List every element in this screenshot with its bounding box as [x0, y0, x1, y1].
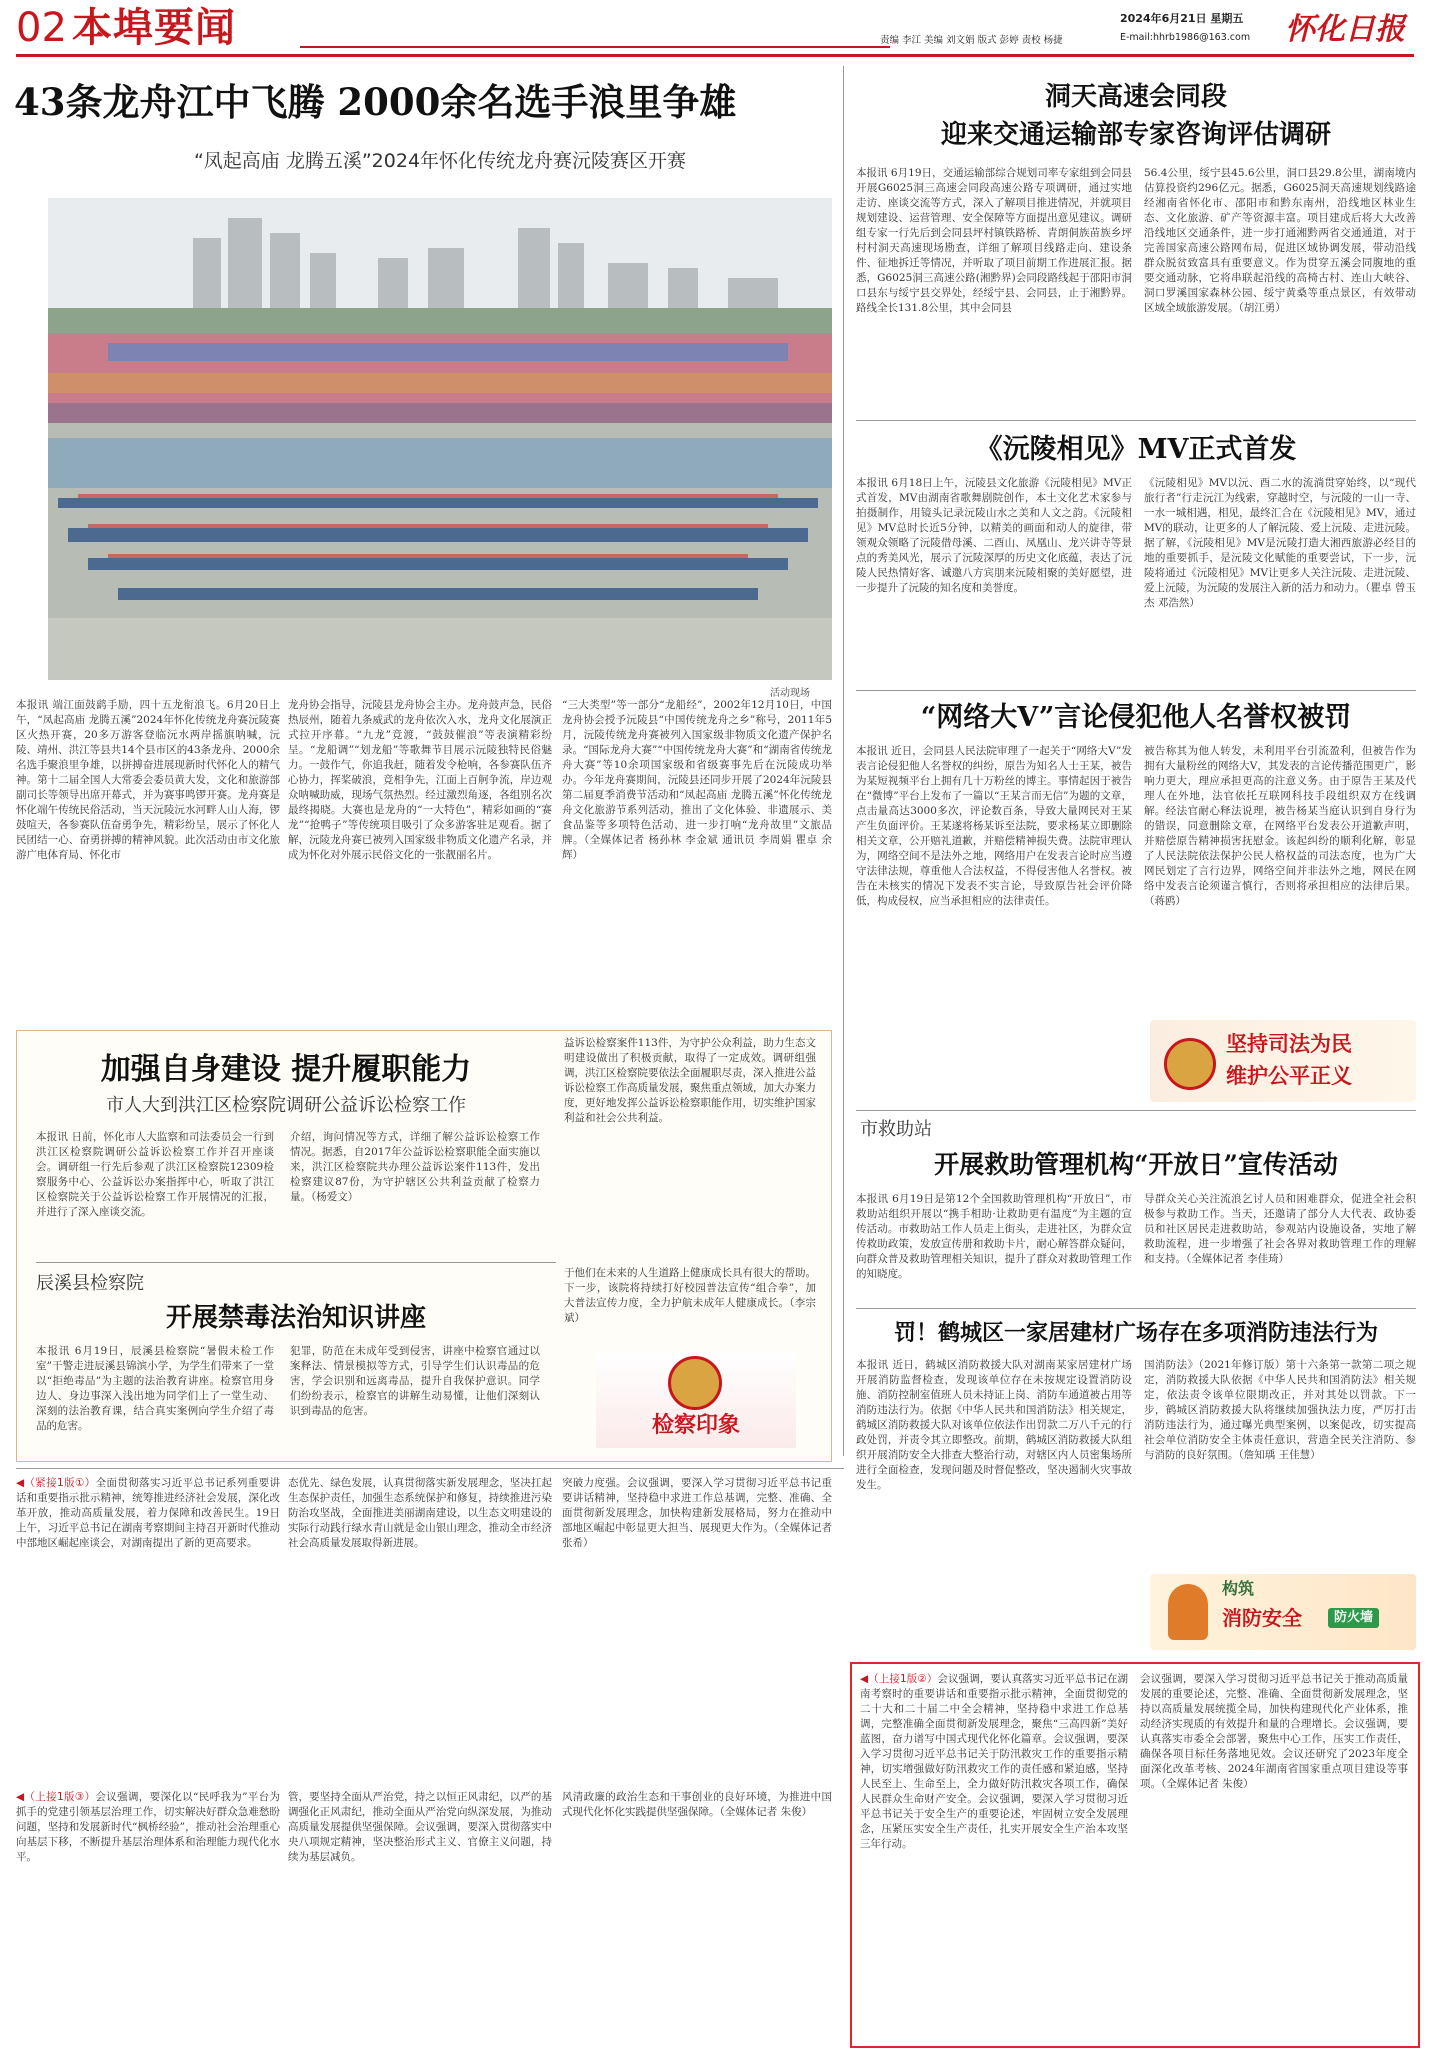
- procuratorate-body-col1: 本报讯 日前，怀化市人大监察和司法委员会一行到洪江区检察院调研公益诉讼检察工作并召开座谈会。调研组一行先后参观了洪江区检察院12309检察服务中心、公益诉讼办案指挥中心，听取了洪江区检察院关于公益诉讼检察工作开展情况的汇报，并进行了深入座谈交流。: [36, 1131, 274, 1218]
- relief-headline: 开展救助管理机构“开放日”宣传活动: [934, 1150, 1338, 1179]
- lead-subheadline: “凤起高庙 龙腾五溪”2024年怀化传统龙舟赛沅陵赛区开赛: [193, 150, 687, 172]
- fire-badge-line3: 防火墙: [1328, 1608, 1379, 1628]
- divider-court: [856, 1110, 1416, 1111]
- editors-line: 责编 李江 美编 刘文娟 版式 彭婷 责校 杨捷: [880, 35, 1063, 46]
- lead-body-col3: “三大类型”等一部分“龙船经”，2002年12月10日，中国龙舟协会授予沅陵县“中国传统龙舟之乡”称号，2011年5月，沅陵传统龙舟赛被列入国家级非物质文化遗产保护名录。“国际龙舟大赛”“中国传统龙舟大赛”和“湖南省传统龙舟大赛”等10余项国家级和省级赛事先后在沅陵成功举办。今年龙舟赛期间，沅陵县还同步开展了2024年沅陵县第二届夏季消费节活动和“凤起高庙 龙腾五溪”怀化传统龙舟文化旅游节系列活动，推出了文化体验、非遗展示、美食品鉴等多项特色活动，进一步打响“龙舟故里”文旅品牌。（全媒体记者 杨孙林 李金斌 通讯员 李周娟 瞿卓 余辉）: [562, 699, 832, 861]
- continued1-col2: 态优先、绿色发展，认真贯彻落实新发展理念，坚决扛起生态保护责任，加强生态系统保护和修复，持续推进污染防治攻坚战，全面推进美丽湖南建设，以生态文明建设的实际行动践行绿水青山就是金山银山理念，推动全市经济社会高质量发展取得新进展。: [288, 1477, 552, 1549]
- court-badge-line1: 坚持司法为民: [1226, 1031, 1352, 1056]
- divider-mv: [856, 690, 1416, 691]
- court-badge-emblem: [1164, 1038, 1216, 1090]
- fire-body-col1: 本报讯 近日，鹤城区消防救援大队对湖南某家居建材广场开展消防监督检查，发现该单位存在未按规定设置消防设施、消防控制室值班人员未持证上岗、消防车通道被占用等消防违法行为。依据《中华人民共和国消防法》相关规定，鹤城区消防救援大队对该单位依法作出罚款二万八千元的行政处罚，并责令其立即整改。前期，鹤城区消防救援大队组织开展消防安全大排查大整治行动，对辖区内人员密集场所进行全面检查，发现问题及时督促整改，坚决遏制火灾事故发生。: [856, 1359, 1132, 1491]
- relief-body-col2: 导群众关心关注流浪乞讨人员和困难群众，促进全社会积极参与救助工作。当天，还邀请了部分人大代表、政协委员和社区居民走进救助站，参观站内设施设备，实地了解救助流程，进一步增强了社会各界对救助管理工作的理解和支持。（全媒体记者 李佳琦）: [1144, 1193, 1416, 1265]
- divider-bottom: [16, 1468, 844, 1469]
- masthead-rule-full: [16, 54, 1414, 57]
- mv-body-col1: 本报讯 6月18日上午，沅陵县文化旅游《沅陵相见》MV正式首发，MV由湖南省歌舞剧院创作，本土文化艺术家参与拍摄制作，用镜头记录沅陵山水之美和人文之韵。《沅陵相见》MV总时长近5分钟，以精美的画面和动人的旋律，带领观众领略了沅陵借母溪、二酉山、凤凰山、龙兴讲寺等景点的秀美风光，展示了沅陵深厚的历史文化底蕴，表达了沅陵人民热情好客、诚邀八方宾朋来沅陵相聚的美好愿望，进一步提升了沅陵的知名度和美誉度。: [856, 477, 1132, 594]
- highway-headline-1: 洞天高速会同段: [1044, 82, 1227, 112]
- email-line: E-mail:hhrb1986@163.com: [1120, 32, 1251, 43]
- procuratorate-emblem-icon: [668, 1356, 722, 1410]
- column-divider: [843, 66, 844, 1456]
- continued2-col1: [16, 1790, 280, 2040]
- continued2-col3: 风清政廉的政治生态和干事创业的良好环境，为推进中国式现代化怀化实践提供坚强保障。（全媒体记者 朱俊）: [562, 1791, 832, 1818]
- lead-body-col1: 本报讯 端江面鼓鹞手励，四十五龙衔浪飞。6月20日上午，“凤起高庙 龙腾五溪”2024年怀化传统龙舟赛沅陵赛区火热开赛，20多万游客登临沅水两岸摇旗呐喊，沅陵、靖州、洪江等县共14个县市区的43条龙舟、2000余名选手聚浪里争雄，以拼搏奋进展现新时代怀化人的精气神。第十二届全国人大常委会委员黄大发，文化和旅游部副司长等领导出席开幕式，并为赛事鸣锣开赛。龙舟赛是怀化端午传统民俗活动，当天沅陵沅水河畔人山人海，锣鼓喧天，各参赛队伍奋勇争先，精彩纷呈，展示了怀化人民团结一心、奋勇拼搏的精神风貌。此次活动由市文化旅游广电体育局、怀化市: [16, 699, 280, 861]
- drug-column-label: 辰溪县检察院: [36, 1273, 144, 1294]
- divider-procuratorate: [36, 1262, 556, 1263]
- continued1-tag: ◀（紧接1版①）: [16, 1477, 96, 1489]
- page-number: 02: [16, 5, 67, 51]
- highway-headline-2: 迎来交通运输部专家咨询评估调研: [940, 120, 1331, 150]
- fire-badge-figure: [1168, 1584, 1208, 1640]
- drug-body-col1: 本报讯 6月19日，辰溪县检察院“暑假未检工作室”干警走进辰溪县锦滨小学，为学生们带来了一堂以“拒绝毒品”为主题的法治教育讲座。检察官用身边人、身边事深入浅出地为同学们上了一堂生动、深刻的法治教育课，结合真实案例向学生介绍了毒品的危害。: [36, 1345, 274, 1432]
- section-title: 本埠要闻: [72, 5, 236, 51]
- continued1-col1: [16, 1476, 280, 1774]
- masthead-rule: [300, 46, 890, 48]
- date-line: 2024年6月21日 星期五: [1120, 12, 1244, 25]
- highway-body-col2: 56.4公里，绥宁县45.6公里，洞口县29.8公里，湖南境内估算投资约296亿元。据悉，G6025洞天高速规划线路途经湘南省怀化市、邵阳市和黔东南州，沿线地区林业生态、文化旅游、矿产等资源丰富。项目建成后将大大改善沿线地区交通条件，进一步打通湘黔两省交通通道，对于完善国家高速公路网布局，促进区域协调发展，带动沿线群众脱贫致富具有重要意义。作为贯穿五溪会同腹地的重要交通动脉，它将串联起沿线的高椅古村、连山大峡谷、洞口罗溪国家森林公园、绥宁黄桑等重点景区，有效带动区域全域旅游发展。（胡江勇）: [1144, 167, 1416, 314]
- drug-badge-text: 检察印象: [651, 1412, 740, 1438]
- court-body-col1: 本报讯 近日，会同县人民法院审理了一起关于“网络大V”发表言论侵犯他人名誉权的纠纷，原告为知名人士王某，被告为某短视频平台上拥有几十万粉丝的博主。事情起因于被告在“微博”平台上发布了一篇以“王某言而无信”为题的文章，点击量高达3000多次，评论数百条，导致大量网民对王某产生负面评价。王某遂将杨某诉至法院，要求杨某立即删除相关文章，公开赔礼道歉，并赔偿精神损失费。法院审理认为，网络空间不是法外之地，网络用户在发表言论时应当遵守法律法规，尊重他人合法权益，不得侵害他人名誉权。被告在未核实的情况下发表不实言论，导致原告社会评价降低，构成侵权，应当承担相应的法律责任。: [856, 745, 1132, 907]
- continued3-col1: [860, 1672, 1128, 2036]
- continued3-col2: 会议强调，要深入学习贯彻习近平总书记关于推动高质量发展的重要论述，完整、准确、全面贯彻新发展理念，坚持以高质量发展统揽全局，加快构建现代化产业体系，推动经济实现质的有效提升和量的合理增长。会议强调，要认真落实市委全会部署，聚焦中心工作，压实工作责任，确保各项目标任务落地见效。会议还研究了2023年度全面深化改革考核、2024年湖南省国家重点项目建设等事项。（全媒体记者 朱俊）: [1140, 1673, 1408, 1790]
- court-headline: “网络大V”言论侵犯他人名誉权被罚: [920, 702, 1352, 733]
- lead-body-col2: 龙舟协会指导，沅陵县龙舟协会主办。龙舟鼓声急，民俗热辰州，随着九条威武的龙舟依次入水，龙舟文化展演正式拉开序幕。“九龙”竞渡，“鼓鼓催浪”等表演精彩纷呈。“龙船调”“划龙船”等歌舞节目展示沅陵独特民俗魅力。一鼓作气，你追我赶，随着发令枪响，各参赛队伍齐心协力，挥桨破浪，竞相争先，江面上百舸争流，岸边观众呐喊助威，现场气氛热烈。经过激烈角逐，各组别名次最终揭晓。大赛也是龙舟的“一大特色”，精彩如画的“赛龙”“抢鸭子”等传统项目吸引了众多游客驻足观看。据了解，沅陵龙舟赛已被列入国家级非物质文化遗产名录，并成为怀化对外展示民俗文化的一张靓丽名片。: [288, 699, 552, 861]
- continued3-col1-text: 会议强调，要认真落实习近平总书记在湖南考察时的重要讲话和重要指示批示精神，全面贯彻党的二十大和二十届二中全会精神，坚持稳中求进工作总基调，完整准确全面贯彻新发展理念，聚焦“三高四新”美好蓝图，奋力谱写中国式现代化怀化篇章。会议强调，要深入学习贯彻习近平总书记关于防汛救灾工作的重要指示精神，切实增强做好防汛救灾工作的责任感和紧迫感，坚持人民至上、生命至上，全力做好防汛救灾各项工作，确保人民群众生命财产安全。会议强调，要深入学习贯彻习近平总书记关于安全生产的重要论述，牢固树立安全发展理念，压紧压实安全生产责任，扎实开展安全生产治本攻坚三年行动。: [860, 1673, 1128, 1850]
- fire-badge: [1150, 1574, 1416, 1650]
- court-badge: [1150, 1020, 1416, 1102]
- mv-body-col2: 《沅陵相见》MV以沅、酉二水的流淌贯穿始终，以“现代旅行者”行走沅江为线索，穿越时空，与沅陵的一山一寺、一水一城相遇，相见，最终汇合在《沅陵相见》MV，通过MV的联动，让更多的人了解沅陵、爱上沅陵、走进沅陵。据了解，《沅陵相见》MV是沅陵打造大湘西旅游必经目的地的重要抓手，是沅陵文化赋能的重要尝试，下一步，沅陵将通过《沅陵相见》MV让更多人关注沅陵、走进沅陵、爱上沅陵，为沅陵的发展注入新的活力和动力。（瞿卓 曾玉杰 邓浩然）: [1144, 477, 1416, 609]
- lead-photo: [48, 198, 832, 680]
- highway-body-col1: 本报讯 6月19日，交通运输部综合规划司率专家组到会同县开展G6025洞三高速会同段高速公路专项调研，通过实地走访、座谈交流等方式，深入了解项目推进情况，并就项目规划建设、运营管理、安全保障等方面提出意见建议。调研组专家一行先后到会同县坪村镇铁路桥、青朗侗族苗族乡坪村村洞天高速现场勘查，详细了解项目线路走向、建设条件、征地拆迁等情况，并听取了项目前期工作进展汇报。据悉，G6025洞三高速公路(湘黔界)会同段路线起于邵阳市洞口县东与绥宁县交界处，经绥宁县、会同县，止于湘黔界。路线全长131.8公里，其中会同县: [856, 167, 1132, 314]
- fire-headline: 罚！鹤城区一家居建材广场存在多项消防违法行为: [893, 1320, 1378, 1346]
- fire-badge-line2: 消防安全: [1222, 1606, 1302, 1630]
- procuratorate-body-col3: 益诉讼检察案件113件，为守护公众利益，助力生态文明建设做出了积极贡献，取得了一定成效。调研组强调，洪江区检察院要依法全面履职尽责，深入推进公益诉讼检察工作高质量发展，聚焦重点领域，加大办案力度，更好地发挥公益诉讼检察职能作用，切实维护国家利益和社会公共利益。: [564, 1037, 816, 1124]
- relief-column-label: 市救助站: [860, 1119, 932, 1140]
- continued1-col1-text: 全面贯彻落实习近平总书记系列重要讲话和重要指示批示精神，统筹推进经济社会发展，深化改革开放，推动高质量发展，着力保障和改善民生。19日上午，习近平总书记在湖南考察期间主持召开新时代推动中部地区崛起座谈会，对湖南提出了新的更高要求。: [16, 1477, 280, 1549]
- court-badge-line2: 维护公平正义: [1226, 1063, 1352, 1088]
- continued2-col1-text: 会议强调，要深化以“民呼我为”平台为抓手的党建引领基层治理工作，切实解决好群众急难愁盼问题，坚持和发展新时代“枫桥经验”，推动社会治理重心向基层下移，不断提升基层治理体系和治理能力现代化水平。: [16, 1791, 280, 1863]
- court-body-col2: 被告称其为他人转发，未利用平台引流盈利，但被告作为拥有大量粉丝的网络大V，其发表的言论传播范围更广，影响力更大，理应承担更高的注意义务。由于原告王某及代理人在外地，法官依托互联网科技手段组织双方在线调解。经法官耐心释法说理，被告杨某当庭认识到自身行为的错误，同意删除文章，在网络平台发表公开道歉声明，并赔偿原告精神损害抚慰金。该起纠纷的顺利化解，彰显了人民法院依法保护公民人格权益的司法态度，也为广大网民划定了言行边界，网络空间并非法外之地，网民在网络中发表言论须谨言慎行，否则将承担相应的法律后果。（蒋鸥）: [1144, 745, 1416, 907]
- continued2-tag: ◀（上接1版③）: [16, 1791, 96, 1803]
- paper-logo: 怀化日报: [1285, 12, 1405, 47]
- procuratorate-subheadline: 市人大到洪江区检察院调研公益诉讼检察工作: [106, 1095, 466, 1116]
- procuratorate-headline: 加强自身建设 提升履职能力: [100, 1052, 472, 1087]
- procuratorate-body-col2: 介绍，询问情况等方式，详细了解公益诉讼检察工作情况。据悉，自2017年公益诉讼检察职能全面实施以来，洪江区检察院共办理公益诉讼案件113件，发出检察建议87份，为守护辖区公共利益贡献了检察力量。（杨爱文）: [290, 1131, 540, 1203]
- fire-body-col2: 国消防法》（2021年修订版）第十六条第一款第二项之规定，消防救援大队依据《中华人民共和国消防法》相关规定，依法责令该单位限期改正，并对其处以罚款。下一步，鹤城区消防救援大队将继续加强执法力度，严厉打击消防违法行为，通过曝光典型案例，以案促改，切实提高社会单位消防安全主体责任意识，营造全民关注消防、参与消防的良好氛围。（詹知瑀 王佳慧）: [1144, 1359, 1416, 1461]
- fire-badge-line1: 构筑: [1222, 1579, 1255, 1598]
- drug-badge: [596, 1352, 796, 1448]
- continued2-col2: 管，要坚持全面从严治党，持之以恒正风肃纪，以严的基调强化正风肃纪，推动全面从严治党向纵深发展，为推动高质量发展提供坚强保障。会议强调，要深入贯彻落实中央八项规定精神，坚决整治形式主义、官僚主义问题，持续为基层减负。: [288, 1791, 552, 1863]
- lead-photo-caption: 活动现场: [770, 688, 810, 699]
- mv-headline: 《沅陵相见》MV正式首发: [975, 434, 1297, 465]
- drug-body-col3: 于他们在未来的人生道路上健康成长具有很大的帮助。下一步，该院将持续打好校园普法宣传“组合拳”，加大普法宣传力度，全力护航未成年人健康成长。（李宗斌）: [564, 1267, 816, 1324]
- continued1-col3: 突破力度强。会议强调，要深入学习贯彻习近平总书记重要讲话精神，坚持稳中求进工作总基调，完整、准确、全面贯彻新发展理念，加快构建新发展格局，努力在推动中部地区崛起中彰显更大担当、展现更大作为。（全媒体记者 张希）: [562, 1477, 832, 1549]
- divider-relief: [856, 1308, 1416, 1309]
- drug-body-col2: 犯罪，防范在未成年受到侵害，讲座中检察官通过以案释法、情景模拟等方式，引导学生们认识毒品的危害，学会识别和远离毒品，提升自我保护意识。同学们纷纷表示，检察官的讲解生动易懂，让他们深刻认识到毒品的危害。: [290, 1345, 540, 1417]
- divider-highway: [856, 420, 1416, 421]
- lead-photo-svg: [48, 198, 832, 680]
- drug-headline: 开展禁毒法治知识讲座: [165, 1303, 426, 1333]
- lead-headline: 43条龙舟江中飞腾 2000余名选手浪里争雄: [14, 80, 737, 124]
- continued3-tag: ◀（上接1版②）: [860, 1673, 938, 1685]
- relief-body-col1: 本报讯 6月19日是第12个全国救助管理机构“开放日”，市救助站组织开展以“携手相助·让救助更有温度”为主题的宣传活动。市救助站工作人员走上街头，走进社区，为群众宣传救助政策，发放宣传册和救助卡片，耐心解答群众疑问，向群众普及救助管理相关知识，提升了群众对救助管理工作的知晓度。: [856, 1193, 1132, 1280]
